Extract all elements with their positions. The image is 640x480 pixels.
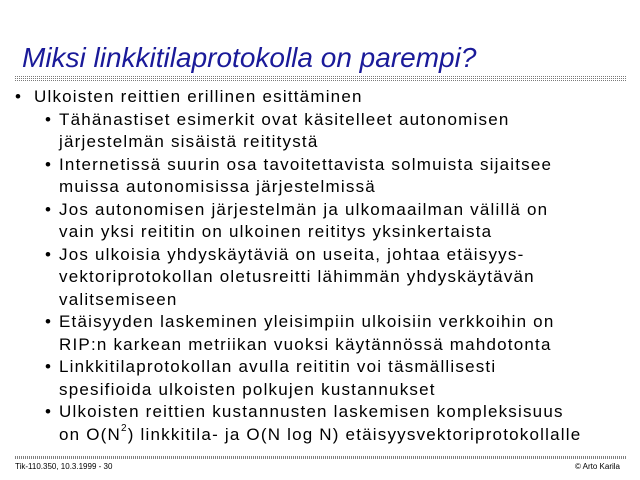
complexity-line [59,424,624,447]
sub-bullet-line: Ulkoisten reittien kustannusten laskemisen kompleksisuus [59,402,564,421]
sub-bullet-line: Linkkitilaprotokollan avulla reititin voi täsmällisesti [59,357,497,376]
sub-bullet-item [0,356,624,401]
bullet-icon: • [45,199,53,219]
sub-bullet-line: Etäisyyden laskeminen yleisimpiin ulkoisiin verkkoihin on [59,312,555,331]
slide-content [0,86,640,446]
bullet-icon: • [45,312,53,331]
sub-bullet-line: Tähänastiset esimerkit ovat käsitelleet autonomisen [59,109,510,129]
sub-bullet-line: järjestelmän sisäistä reititystä [59,132,319,151]
sub-bullet-item [0,401,624,446]
sub-bullet-item [0,154,624,199]
sub-bullet-item [0,109,624,154]
bullet-icon: • [45,402,53,421]
main-bullet-text: Ulkoisten reittien erillinen esittäminen [34,87,363,106]
sub-bullet-item [0,311,624,356]
slide-title: Miksi linkkitilaprotokolla on parempi? [22,42,477,73]
footer-copyright: © Arto Karila [574,462,620,471]
bullet-icon: • [45,154,53,174]
sub-bullet-item [0,199,624,244]
sub-bullet-line: Jos autonomisen järjestelmän ja ulkomaailman välillä on [59,199,549,219]
complexity-text: on O(N [59,424,121,444]
bullet-icon: • [45,357,53,376]
footer-divider [15,456,627,459]
sub-bullet-line: RIP:n karkean metriikan vuoksi käytännössä mahdotonta [59,334,552,354]
bullet-icon: • [45,109,53,129]
sub-bullet-line: valitsemiseen [59,289,178,309]
main-bullet-item [0,86,640,109]
sub-bullet-line: muissa autonomisissa järjestelmissä [59,177,376,196]
sub-bullet-line: vain yksi reititin on ulkoinen reititys yksinkertaista [59,222,493,241]
sub-bullet-line: spesifioida ulkoisten polkujen kustannukset [59,379,436,399]
sub-bullet-item [0,244,624,312]
sub-bullet-line: vektoriprotokollan oletusreitti lähimmän yhdyskäytävän [59,267,535,286]
title-divider [15,76,627,82]
footer-course-info: Tik-110.350, 10.3.1999 - 30 [15,462,113,471]
bullet-icon: • [15,87,23,106]
complexity-text: ) linkkitila- ja O(N log N) etäisyysvektoriprotokollalle [127,424,582,444]
sub-bullet-line: Internetissä suurin osa tavoitettavista solmuista sijaitsee [59,154,553,174]
superscript-exponent: 2 [121,422,128,434]
sub-bullet-line: Jos ulkoisia yhdyskäytäviä on useita, johtaa etäisyys- [59,244,525,264]
bullet-icon: • [45,244,53,264]
